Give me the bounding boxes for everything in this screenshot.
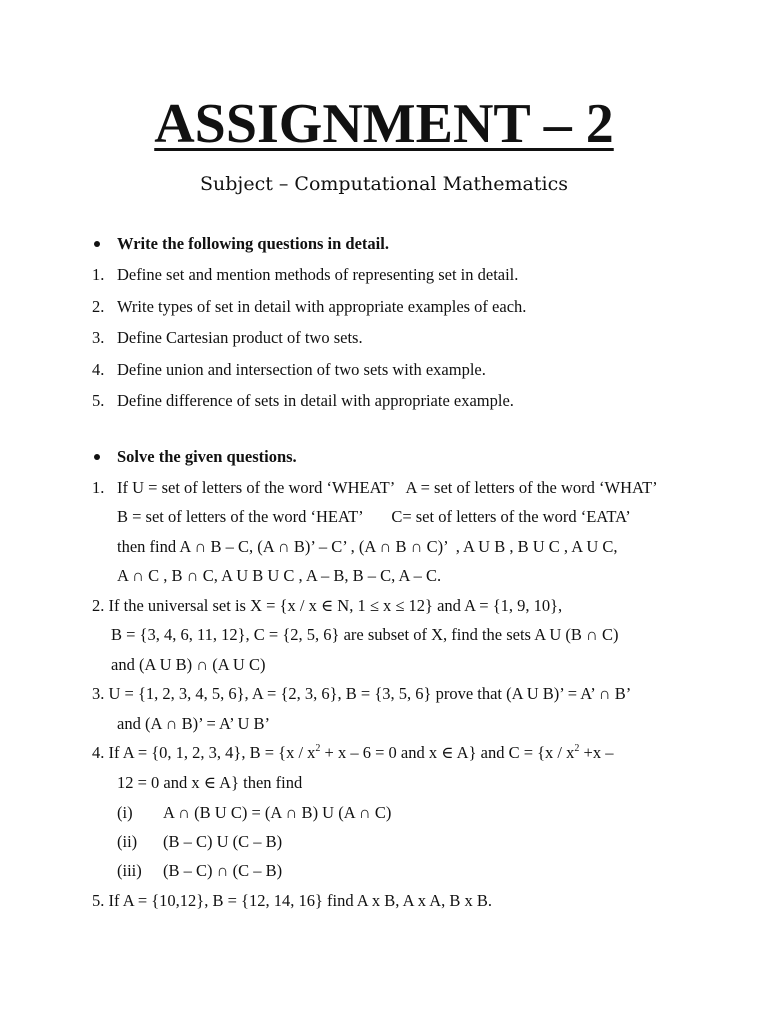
list-number: 2. bbox=[92, 297, 105, 316]
question-line: B = set of letters of the word ‘HEAT’ C= set of letters of the word ‘EATA’ bbox=[117, 507, 631, 526]
list-number: 4. bbox=[92, 360, 105, 379]
question-line: then find A ∩ B – C, (A ∩ B)’ – C’ , (A ∩ B ∩ C)’ , A U B , B U C , A U C, bbox=[117, 537, 618, 556]
q4-text-a: 4. If A = {0, 1, 2, 3, 4}, B = {x / x bbox=[92, 743, 316, 762]
question-line: 5. If A = {10,12}, B = {12, 14, 16} find A x B, A x A, B x B. bbox=[92, 891, 493, 910]
section2-heading: Solve the given questions. bbox=[117, 447, 297, 466]
question-line: A ∩ C , B ∩ C, A U B U C , A – B, B – C, A – C. bbox=[117, 566, 442, 585]
subject-line: Subject – Computational Mathematics bbox=[200, 173, 568, 195]
question-line: 3. U = {1, 2, 3, 4, 5, 6}, A = {2, 3, 6}, B = {3, 5, 6} prove that (A U B)’ = A’ ∩ B’ bbox=[92, 684, 632, 703]
question-line: 2. If the universal set is X = {x / x ∈ N, 1 ≤ x ≤ 12} and A = {1, 9, 10}, bbox=[92, 596, 563, 615]
list-item: Define set and mention methods of representing set in detail. bbox=[117, 265, 519, 284]
page-title: ASSIGNMENT – 2 bbox=[154, 93, 614, 155]
subitem-text: A ∩ (B U C) = (A ∩ B) U (A ∩ C) bbox=[163, 803, 392, 822]
question-line: 12 = 0 and x ∈ A} then find bbox=[117, 773, 303, 792]
subitem-label: (iii) bbox=[117, 861, 142, 880]
question-line: If U = set of letters of the word ‘WHEAT’ A = set of letters of the word ‘WHAT’ bbox=[117, 478, 658, 497]
question-line: B = {3, 4, 6, 11, 12}, C = {2, 5, 6} are subset of X, find the sets A U (B ∩ C) bbox=[111, 625, 619, 644]
superscript: 2 bbox=[315, 742, 321, 754]
list-item: Define difference of sets in detail with appropriate example. bbox=[117, 391, 514, 410]
subitem-label: (i) bbox=[117, 803, 133, 822]
bullet-icon bbox=[94, 241, 100, 247]
subitem-text: (B – C) ∩ (C – B) bbox=[163, 861, 283, 880]
section1-heading: Write the following questions in detail. bbox=[117, 234, 389, 253]
list-item: Write types of set in detail with appropriate examples of each. bbox=[117, 297, 527, 316]
list-number: 3. bbox=[92, 328, 105, 347]
bullet-icon bbox=[94, 454, 100, 460]
list-number: 1. bbox=[92, 265, 105, 284]
list-number: 5. bbox=[92, 391, 105, 410]
superscript: 2 bbox=[574, 742, 580, 754]
list-item: Define union and intersection of two sets with example. bbox=[117, 360, 486, 379]
list-item: Define Cartesian product of two sets. bbox=[117, 328, 363, 347]
question-line: and (A U B) ∩ (A U C) bbox=[111, 655, 266, 674]
list-number: 1. bbox=[92, 478, 105, 497]
question-line bbox=[92, 742, 613, 764]
q4-text-b: + x – 6 = 0 and x ∈ A} and C = {x / x bbox=[320, 743, 575, 762]
question-line: and (A ∩ B)’ = A’ U B’ bbox=[117, 714, 271, 733]
q4-text-c: +x – bbox=[579, 743, 614, 762]
subitem-text: (B – C) U (C – B) bbox=[163, 832, 283, 851]
subitem-label: (ii) bbox=[117, 832, 138, 851]
